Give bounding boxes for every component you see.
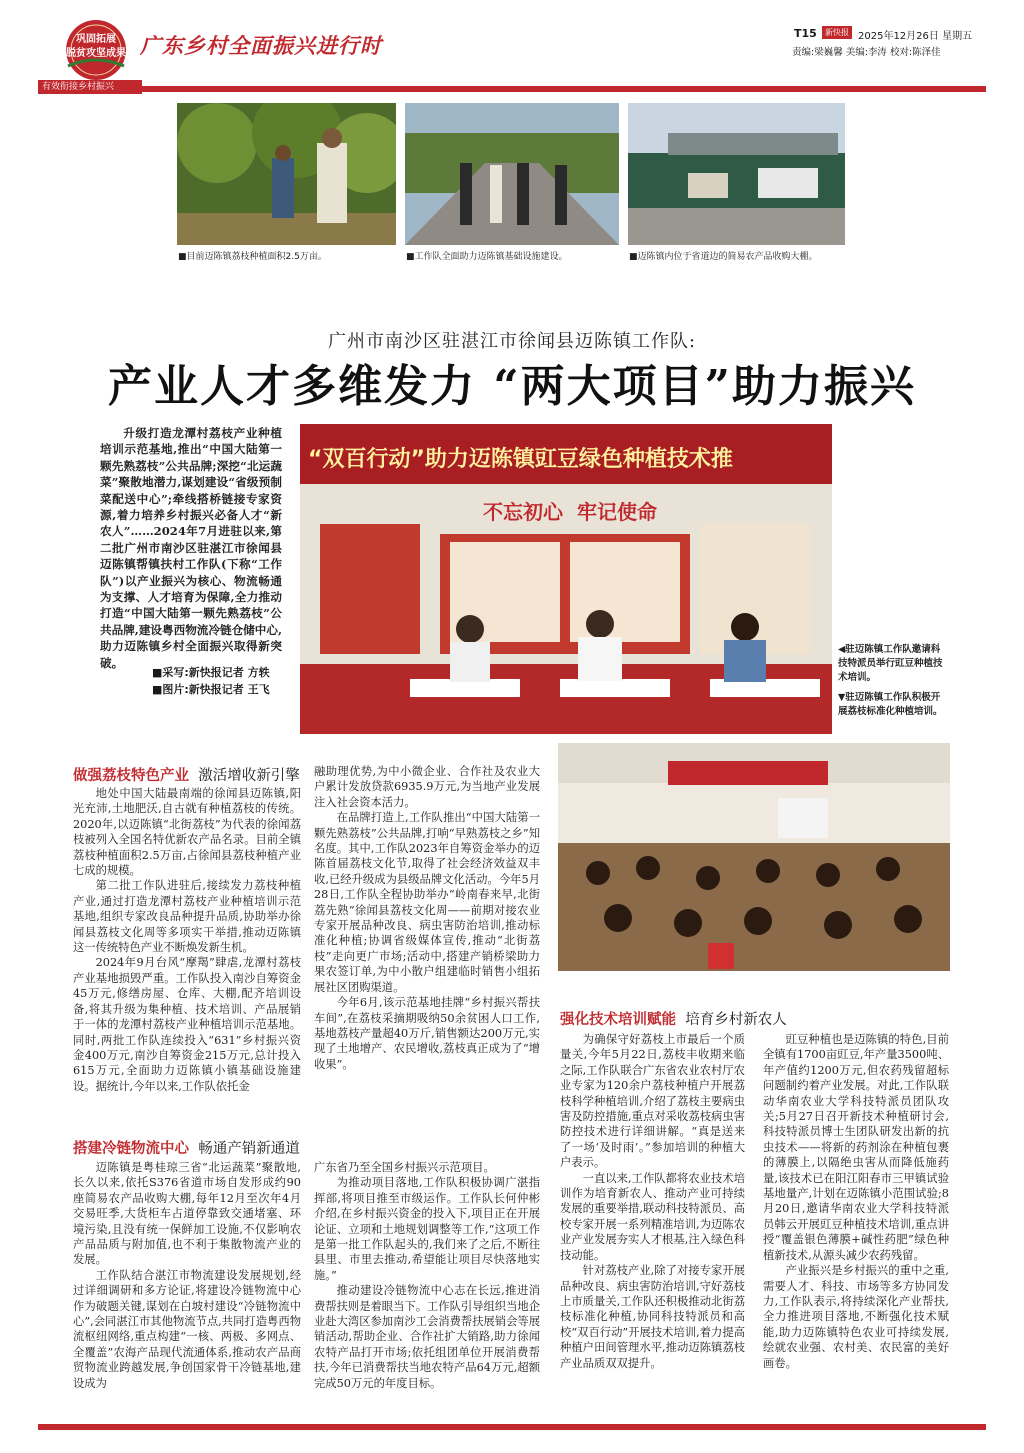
photo-caption-1: ■目前迈陈镇荔枝种植面积2.5万亩。 [178, 252, 327, 262]
issue-date: 2025年12月26日 星期五 [858, 31, 973, 42]
logo-line1: 巩固拓展 [76, 34, 116, 45]
paragraph: 针对荔枝产业,除了对接专家开展品种改良、病虫害防治培训,守好荔枝上市质量关,工作队还积极推动北街荔枝标准化种植,协同科技特派员和高校“双百行动”开展技术培训,着力提高种植户田间管理水平,推动迈陈镇荔枝产业品质双双提升。 [560, 1264, 745, 1370]
paragraph: 产业振兴是乡村振兴的重中之重,需要人才、科技、市场等多方协同发力,工作队表示,将持续深化产业帮扶,全力推进项目落地,不断强化技术赋能,助力迈陈镇特色农业可持续发展,绘就农业强、农村美、农民富的美好画卷。 [763, 1264, 949, 1370]
page-number: T15 [794, 27, 817, 40]
photo-slogan: 不忘初心 牢记使命 [483, 500, 657, 524]
writer-credit: ■采写:新快报记者 方轶 [152, 666, 270, 679]
side-captions [838, 643, 946, 719]
paragraph: 2024年9月台风“摩羯”肆虐,龙潭村荔枝产业基地损毁严重。工作队投入南沙自筹资金45万元,修缮房屋、仓库、大棚,配齐培训设备,将其升级为集种植、技术培训、产品展销于一体的龙潭村荔枝产业种植培训示范基地。同时,两批工作队连续投入“631”乡村振兴资金400万元,南沙自筹资金215万元,总计投入615万元,全面助力迈陈镇小镇基础设施建设。据统计,今年以来,工作队依托金 [73, 956, 301, 1093]
photo-lychee-orchard [177, 103, 396, 245]
photo-caption-2: ■工作队全面助力迈陈镇基础设施建设。 [406, 252, 568, 262]
paragraph: 广东省乃至全国乡村振兴示范项目。 [314, 1161, 495, 1174]
photo-road-inspection [405, 103, 619, 245]
photo-produce-shed [628, 103, 845, 245]
logo-line2: 脱贫攻坚成果 [66, 48, 126, 59]
paragraph: 融助理优势,为中小微企业、合作社及农业大户累计发放贷款6935.9万元,为当地产业发展注入社会资本活力。 [314, 765, 540, 809]
section-heading-2 [73, 1137, 300, 1158]
paragraph: 地处中国大陆最南端的徐闻县迈陈镇,阳光充沛,土地肥沃,自古就有种植荔枝的传统。2020年,以迈陈镇“北街荔枝”为代表的徐闻荔枝被列入全国名特优新农产品名录。目前全镇荔枝种植面积2.5万亩,占徐闻县荔枝种植产业七成的规模。 [73, 787, 301, 878]
photo-lychee-training-class [558, 743, 950, 971]
sec2-col2 [314, 1160, 540, 1391]
section-heading-3-black: 培育乡村新农人 [685, 1012, 787, 1028]
column-title: 广东乡村全面振兴进行时 [140, 33, 382, 58]
photo-caption-3: ■迈陈镇内位于省道边的简易农产品收购大棚。 [629, 252, 818, 262]
column-tagline: 有效衔接乡村振兴 [38, 80, 142, 94]
paper-badge: 新快报 [822, 26, 852, 39]
side-caption-2: ▼驻迈陈镇工作队积极开展荔枝标准化种植培训。 [838, 692, 943, 717]
section-heading-1 [73, 764, 300, 785]
side-caption-1: ◀驻迈陈镇工作队邀请科技特派员举行豇豆种植技术培训。 [838, 644, 943, 683]
paragraph: 今年6月,该示范基地挂牌“乡村振兴帮扶车间”,在荔枝采摘期吸纳50余贫困人口工作,基地荔枝产量超40万斤,销售额达200万元,实现了土地增产、农民增收,荔枝真正成为了“增收果”。 [314, 996, 540, 1071]
bottom-rule [38, 1424, 986, 1430]
top-rule [38, 86, 986, 92]
sec1-col1 [73, 786, 301, 1094]
section-heading-3-red: 强化技术培训赋能 [560, 1012, 676, 1028]
photo-credit: ■图片:新快报记者 王飞 [152, 683, 270, 696]
lead-paragraph: 升级打造龙潭村荔枝产业种植培训示范基地,推出“中国大陆第一颗先熟荔枝”公共品牌;深挖“北运蔬菜”聚散地潜力,谋划建设“省级预制菜配送中心”;牵线搭桥链接专家资源,着力培养乡村振兴必备人才“新农人”……2024年7月进驻以来,第二批广州市南沙区驻湛江市徐闻县迈陈镇帮镇扶村工作队(下称“工作队”)以产业振兴为核心、物流畅通为支撑、人才培育为保障,全力推动打造“中国大陆第一颗先熟荔枝”公共品牌,建设粤西物流冷链仓储中心,助力迈陈镇乡村全面振兴取得新突破。 [100, 426, 282, 670]
photo-banner-text: “双百行动”助力迈陈镇豇豆绿色种植技术推 [308, 447, 733, 472]
sec1-col2 [314, 764, 540, 1072]
section-heading-1-black: 激活增收新引擎 [198, 768, 300, 784]
paragraph: 迈陈镇是粤桂琼三省“北运蔬菜”聚散地,长久以来,依托S376省道市场自发形成约90座简易农产品收购大棚,每年12月至次年4月交易旺季,大货柜车占道停靠致交通堵塞、环境污染,且没有统一保鲜加工设施,不仅影响农产品品质与附加值,也不利于集散物流产业的发展。 [73, 1161, 301, 1267]
sec3-col2 [763, 1032, 949, 1371]
paragraph: 为确保守好荔枝上市最后一个质量关,今年5月22日,荔枝丰收期来临之际,工作队联合广东省农业农村厅农业专家为120余户荔枝种植户开展荔枝科学种植培训,介绍了荔枝主要病虫害及防控措施,重点对采收荔枝病虫害防控技术进行详细讲解。“真是送来了一场‘及时雨’。”参加培训的种植大户表示。 [560, 1033, 745, 1170]
paragraph: 推动建设冷链物流中心志在长远,推进消费帮扶则是着眼当下。工作队引导组织当地企业赴大湾区参加南沙工会消费帮扶展销会等展销活动,帮助企业、合作社扩大销路,助力徐闻农特产品打开市场;依托组团单位开展消费帮扶,今年已消费帮扶当地农特产品64万元,超额完成50万元的年度目标。 [314, 1284, 540, 1390]
paragraph: 第二批工作队进驻后,接续发力荔枝种植产业,通过打造龙潭村荔枝产业种植培训示范基地,组织专家改良品种提升品质,协助举办徐闻县荔枝文化周等多项实干举措,推动迈陈镇这一传统特色产业不断焕发新生机。 [73, 879, 301, 955]
kicker: 广州市南沙区驻湛江市徐闻县迈陈镇工作队: [327, 331, 697, 352]
paragraph: 工作队结合湛江市物流建设发展规划,经过详细调研和多方论证,将建设冷链物流中心作为破题关键,谋划在白坡村建设“冷链物流中心”,会同湛江市其他物流节点,共同打造粤西物流枢纽网络,重点构建“一核、两极、多网点、全覆盖”农海产品现代流通体系,推动农产品商贸物流业跨越发展,争创国家骨干冷链基地,建设成为 [73, 1268, 301, 1390]
paragraph: 为推动项目落地,工作队积极协调广湛指挥部,将项目推至市级运作。工作队长何仲彬介绍,在乡村振兴资金的投入下,项目正在开展论证、立项和土地规划调整等工作,“这项工作是第一批工作队起头的,我们来了之后,不断往县里、市里去推动,希望能让项目尽快落地实施。” [314, 1176, 540, 1282]
editor-credits: 责编:梁巍馨 美编:李涛 校对:陈泽佳 [792, 47, 941, 58]
headline: 产业人才多维发力 “两大项目”助力振兴 [108, 361, 916, 412]
paragraph: 豇豆种植也是迈陈镇的特色,目前全镇有1700亩豇豆,年产量3500吨、年产值约1200万元,但农药残留超标问题制约着产业发展。对此,工作队联动华南农业大学科技特派员团队攻关;5月27日召开新技术种植研讨会,科技特派员博士生团队研发出新的抗虫技术——将新的药剂涂在种植包裹的薄膜上,以隔绝虫害从而降低施药量,该技术已在阳江阳春市三甲镇试验基地量产,计划在迈陈镇小范围试验;8月20日,邀请华南农业大学科技特派员韩云开展豇豆种植技术培训,重点讲授“覆盖银色薄膜+碱性药肥”绿色种植新技术,从源头减少农药残留。 [763, 1033, 949, 1262]
section-heading-3 [560, 1008, 787, 1029]
paragraph: 在品牌打造上,工作队推出“中国大陆第一颗先熟荔枝”公共品牌,打响“早熟荔枝之乡”知名度。其中,工作队2023年自筹资金举办的迈陈首届荔枝文化节,取得了社会经济效益双丰收,已经升级成为县级品牌文化活动。今年5月28日,工作队全程协助举办“岭南春来早,北街荔先熟”徐闻县荔枝文化周——前期对接农业专家开展品种改良、病虫害防治培训,推动标准化种植;协调省级媒体宣传,推动“北街荔枝”走向更广市场;活动中,搭建产销桥梁助力果农签订单,为中小散户组建临时销售小组拓展社区团购渠道。 [314, 811, 540, 994]
byline [152, 664, 270, 698]
sec3-col1 [560, 1032, 745, 1371]
section-heading-2-red: 搭建冷链物流中心 [73, 1141, 189, 1157]
section-heading-1-red: 做强荔枝特色产业 [73, 768, 189, 784]
paragraph: 一直以来,工作队都将农业技术培训作为培育新农人、推动产业可持续发展的重要举措,联动科技特派员、高校专家开展一系列精准培训,为迈陈农业产业发展夯实人才根基,注入绿色科技动能。 [560, 1171, 745, 1262]
sec2-col1 [73, 1160, 301, 1391]
column-logo [46, 18, 146, 88]
photo-training-meeting [300, 424, 832, 734]
section-heading-2-black: 畅通产销新通道 [198, 1141, 300, 1157]
